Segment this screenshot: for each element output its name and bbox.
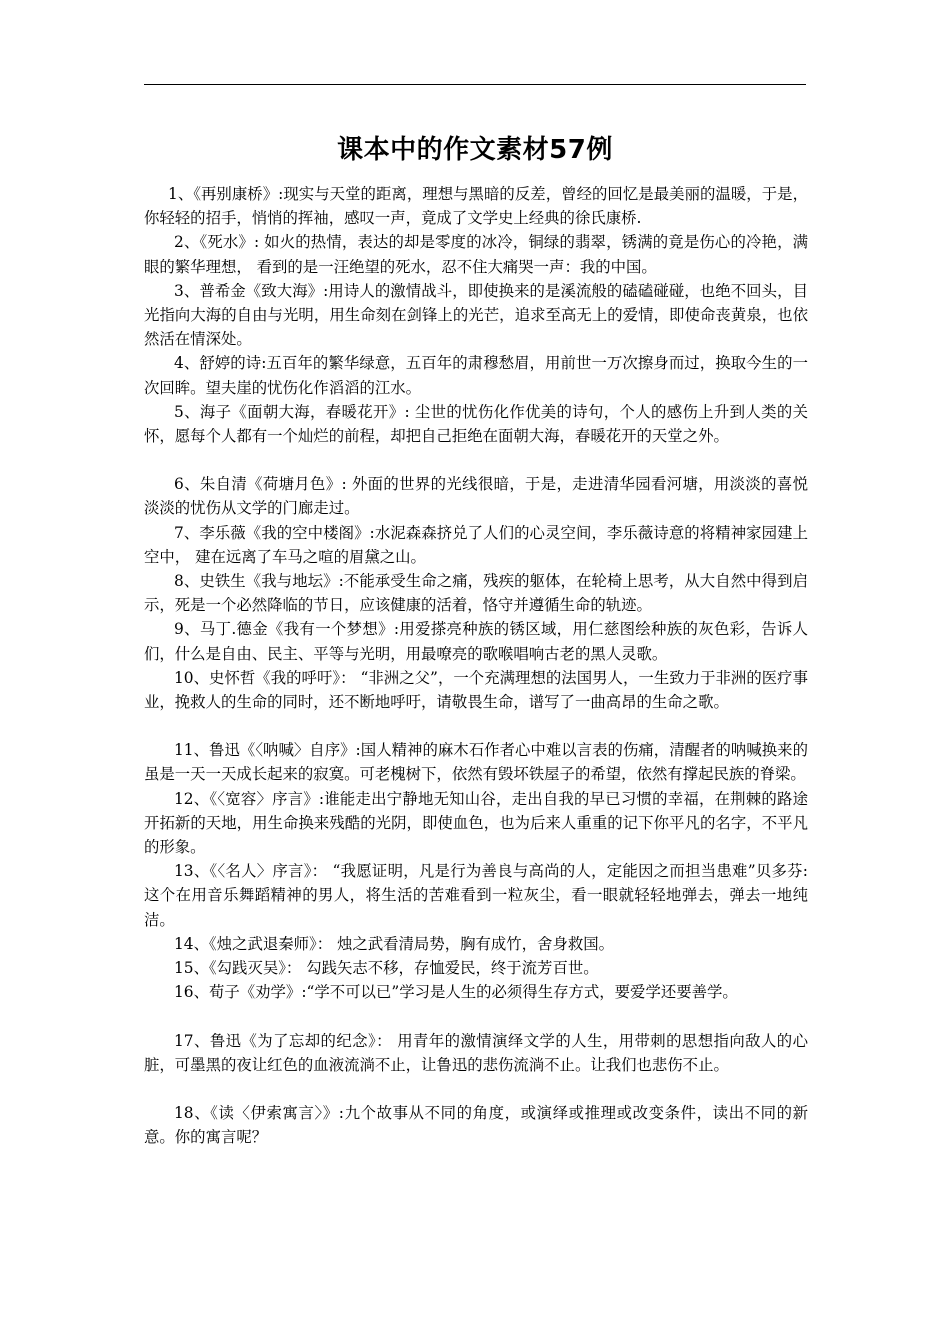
paragraph-1: 1、《再别康桥》:现实与天堂的距离，理想与黑暗的反差，曾经的回忆是最美丽的温暖，于是，你轻轻的招手，悄悄的挥袖，感叹一声，竟成了文学史上经典的徐氏康桥.: [144, 185, 808, 228]
paragraph-4: 4、舒婷的诗:五百年的繁华绿意，五百年的肃穆愁眉，用前世一万次擦身而过，换取今生的一次回眸。望夫崖的忧伤化作滔滔的江水。: [144, 354, 808, 397]
paragraph-14: 14、《烛之武退秦师》： 烛之武看清局势，胸有成竹，舍身救国。: [174, 934, 615, 953]
paragraph-9: 9、马丁.德金《我有一个梦想》:用爱搽亮种族的锈区域，用仁慈图绘种族的灰色彩，告诉人们，什么是自由、民主、平等与光明，用最嘹亮的歌喉唱响古老的黑人灵歌。: [144, 620, 808, 663]
header-rule: [144, 84, 806, 85]
blank-line: [144, 714, 808, 738]
paragraph-8: 8、史铁生《我与地坛》:不能承受生命之痛，残疾的躯体，在轮椅上思考，从大自然中得到启示，死是一个必然降临的节日，应该健康的活着，恪守并遵循生命的轨迹。: [144, 572, 808, 615]
blank-line: [144, 1005, 808, 1029]
paragraph-18: 18、《读〈伊索寓言〉》:九个故事从不同的角度，或演绎或推理或改变条件，读出不同的新意。你的寓言呢？: [144, 1103, 808, 1147]
paragraph-7: 7、李乐薇《我的空中楼阁》:水泥森森挤兑了人们的心灵空间，李乐薇诗意的将精神家园建上空中， 建在远离了车马之喧的眉黛之山。: [144, 523, 808, 566]
paragraph-17: 17、鲁迅《为了忘却的纪念》： 用青年的激情演绎文学的人生，用带刺的思想指向敌人的心脏，可墨黑的夜让红色的血液流淌不止，让鲁迅的悲伤流淌不止。让我们也悲伤不止。: [144, 1031, 808, 1074]
document-body: [144, 182, 808, 1149]
paragraph-10: 10、史怀哲《我的呼吁》： “非洲之父”，一个充满理想的法国男人，一生致力于非洲的医疗事业，挽救人的生命的同时，还不断地呼吁，请敬畏生命，谱写了一曲高昂的生命之歌。: [144, 668, 808, 712]
paragraph-11: 11、鲁迅《〈呐喊〉自序》:国人精神的麻木石作者心中难以言表的伤痛，清醒者的呐喊换来的虽是一天一天成长起来的寂寞。可老槐树下，依然有毁坏铁屋子的希望，依然有撑起民族的脊梁。: [144, 741, 808, 784]
blank-line: [144, 448, 808, 472]
paragraph-6: 6、朱自清《荷塘月色》: 外面的世界的光线很暗，于是，走进清华园看河塘，用淡淡的喜悦淡淡的忧伤从文学的门廊走过。: [144, 475, 808, 518]
paragraph-12: 12、《〈宽容〉序言》:谁能走出宁静地无知山谷，走出自我的早已习惯的幸福，在荆棘的路途开拓新的天地，用生命换来残酷的光阴，即使血色，也为后来人重重的记下你平凡的名字，不平凡的形象。: [144, 789, 808, 857]
blank-line: [144, 1077, 808, 1101]
paragraph-13: 13、《〈名人〉序言》： “我愿证明，凡是行为善良与高尚的人，定能因之而担当患难”贝多芬:这个在用音乐舞蹈精神的男人，将生活的苦难看到一粒灰尘，看一眼就轻轻地弹去，弹去一地纯洁。: [144, 862, 808, 929]
paragraph-5: 5、海子《面朝大海，春暖花开》: 尘世的忧伤化作优美的诗句，个人的感伤上升到人类的关怀，愿每个人都有一个灿烂的前程，却把自己拒绝在面朝大海，春暖花开的天堂之外。: [144, 402, 808, 446]
paragraph-16: 16、荀子《劝学》:“学不可以已”学习是人生的必须得生存方式，要爱学还要善学。: [174, 983, 738, 1002]
paragraph-15: 15、《勾践灭吴》： 勾践矢志不移，存恤爱民，终于流芳百世。: [174, 959, 599, 978]
paragraph-3: 3、普希金《致大海》:用诗人的激情战斗，即使换来的是溪流般的磕磕碰碰，也绝不回头，目光指向大海的自由与光明，用生命刻在剑锋上的光芒，追求至高无上的爱情，即使命丧黄泉，也依然活在情深处。: [144, 281, 808, 349]
paragraph-2: 2、《死水》: 如火的热情，表达的却是零度的冰冷，铜绿的翡翠，锈满的竟是伤心的冷艳，满眼的繁华理想， 看到的是一汪绝望的死水，忍不住大痛哭一声：我的中国。: [144, 233, 808, 276]
document-title: 课本中的作文素材57例: [337, 135, 613, 165]
